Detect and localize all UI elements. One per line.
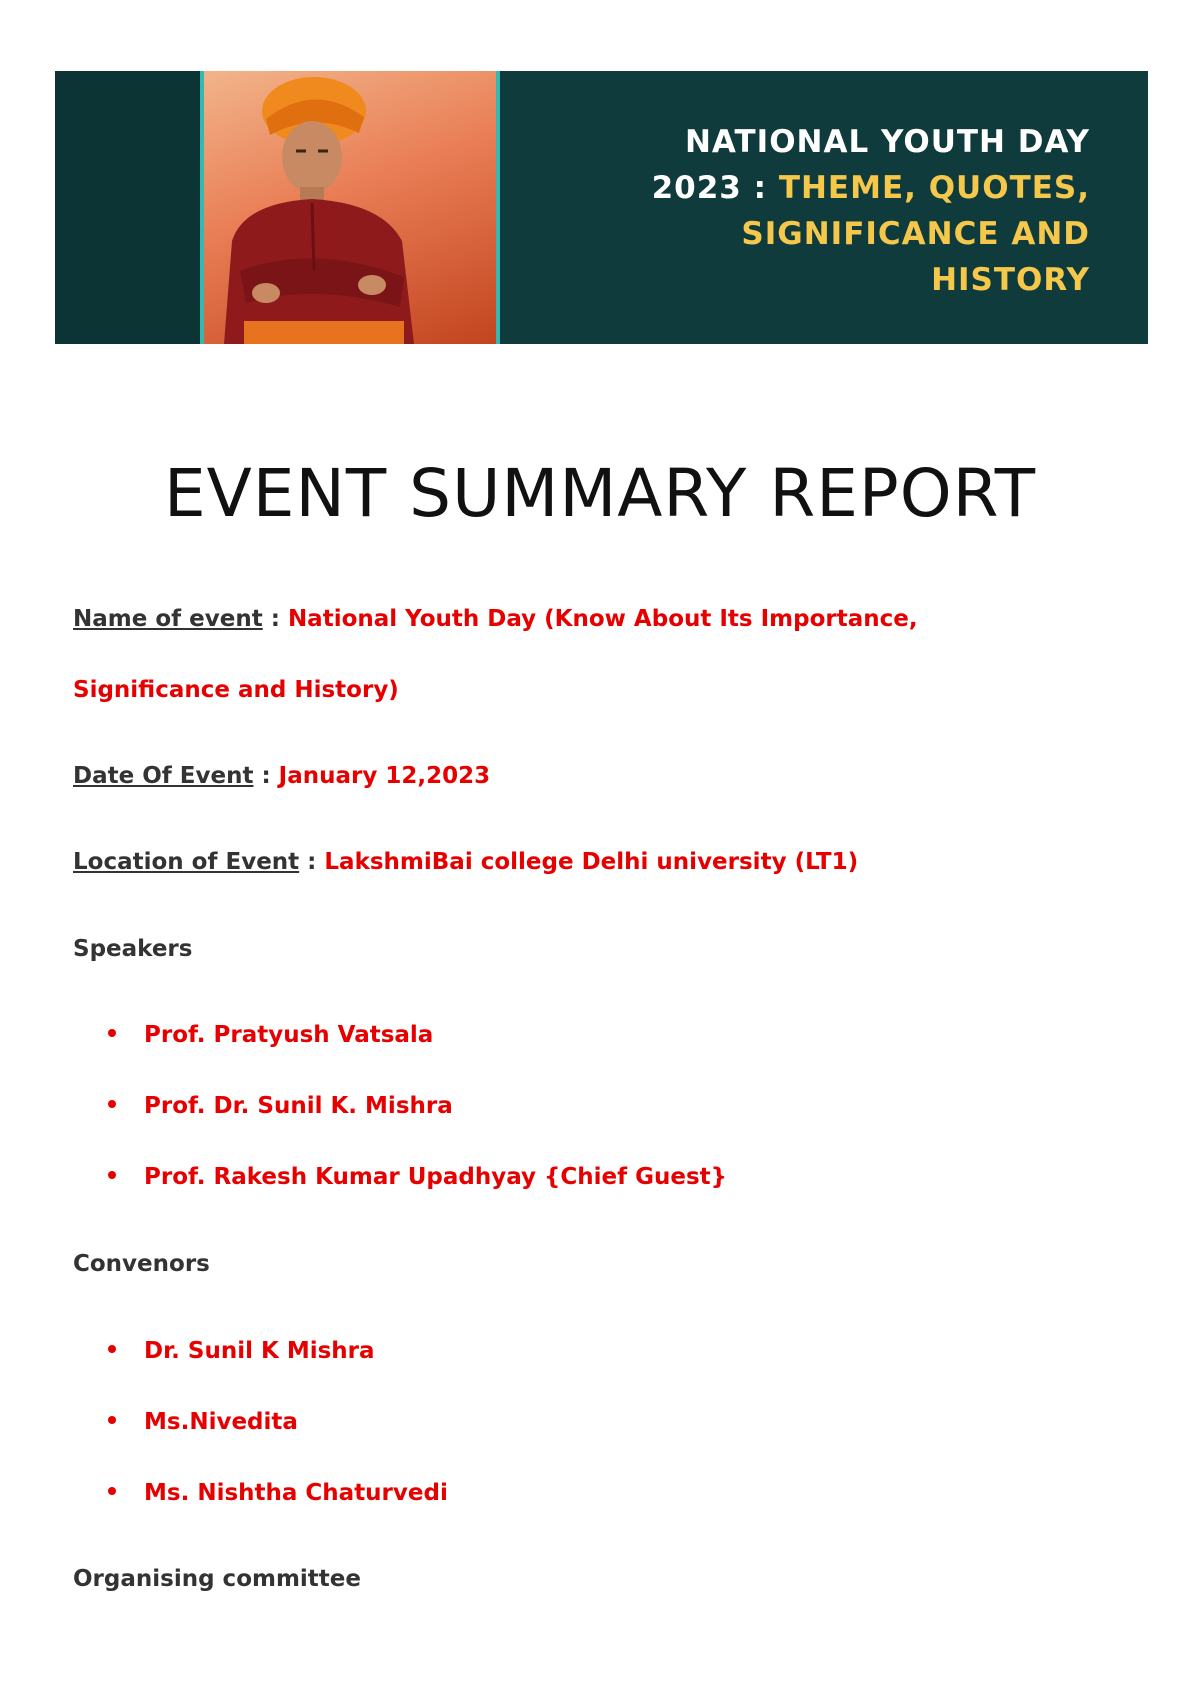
- page-title: EVENT SUMMARY REPORT: [163, 455, 1037, 532]
- list-item: [108, 1480, 448, 1506]
- bullet-icon: [108, 1100, 116, 1108]
- bullet-icon: [108, 1171, 116, 1179]
- event-location-value: LakshmiBai college Delhi university (LT1): [324, 849, 859, 875]
- portrait-illustration: [204, 71, 496, 344]
- convenors-heading: Convenors: [73, 1251, 210, 1277]
- convenor-name: Ms. Nishtha Chaturvedi: [144, 1480, 448, 1506]
- event-location-separator: :: [299, 849, 325, 875]
- event-name-value-line1: National Youth Day (Know About Its Importance,: [287, 606, 918, 632]
- event-name-field-continued: [73, 677, 399, 703]
- list-item: [108, 1338, 375, 1364]
- event-name-label: Name of event: [73, 606, 263, 632]
- event-location-field: [73, 849, 858, 875]
- banner-line-2-highlight: THEME, QUOTES,: [778, 170, 1090, 206]
- face-shape: [282, 121, 342, 193]
- banner-line-4: HISTORY: [931, 262, 1090, 298]
- speaker-name: Prof. Dr. Sunil K. Mishra: [144, 1093, 453, 1119]
- event-location-label: Location of Event: [73, 849, 300, 875]
- banner-title: [652, 119, 1090, 303]
- list-item: [108, 1409, 298, 1435]
- list-item: [108, 1164, 727, 1190]
- list-item: [108, 1093, 453, 1119]
- speaker-name: Prof. Pratyush Vatsala: [144, 1022, 434, 1048]
- header-banner: [55, 71, 1148, 344]
- event-date-label: Date Of Event: [73, 763, 254, 789]
- event-name-separator: :: [262, 606, 288, 632]
- event-name-field: [73, 606, 918, 632]
- event-date-field: [73, 763, 490, 789]
- left-hand: [252, 283, 280, 303]
- portrait-image: [200, 71, 500, 344]
- bullet-icon: [108, 1416, 116, 1424]
- bullet-icon: [108, 1029, 116, 1037]
- robe-seam: [312, 203, 314, 271]
- banner-line-2: [652, 165, 1090, 211]
- right-hand: [358, 275, 386, 295]
- bullet-icon: [108, 1345, 116, 1353]
- event-date-value: January 12,2023: [278, 763, 491, 789]
- organising-committee-heading: Organising committee: [73, 1566, 361, 1592]
- bullet-icon: [108, 1487, 116, 1495]
- banner-line-1: NATIONAL YOUTH DAY: [684, 124, 1090, 160]
- lower-cloth: [244, 321, 404, 344]
- convenor-name: Ms.Nivedita: [144, 1409, 298, 1435]
- event-name-value-line2: Significance and History): [73, 677, 399, 703]
- convenor-name: Dr. Sunil K Mishra: [144, 1338, 375, 1364]
- speaker-name: Prof. Rakesh Kumar Upadhyay {Chief Guest}: [144, 1164, 728, 1190]
- banner-left-band: [55, 71, 200, 344]
- event-date-separator: :: [253, 763, 279, 789]
- banner-line-2-prefix: 2023 :: [651, 170, 779, 206]
- list-item: [108, 1022, 433, 1048]
- banner-line-3: SIGNIFICANCE AND: [741, 216, 1090, 252]
- speakers-heading: Speakers: [73, 936, 193, 962]
